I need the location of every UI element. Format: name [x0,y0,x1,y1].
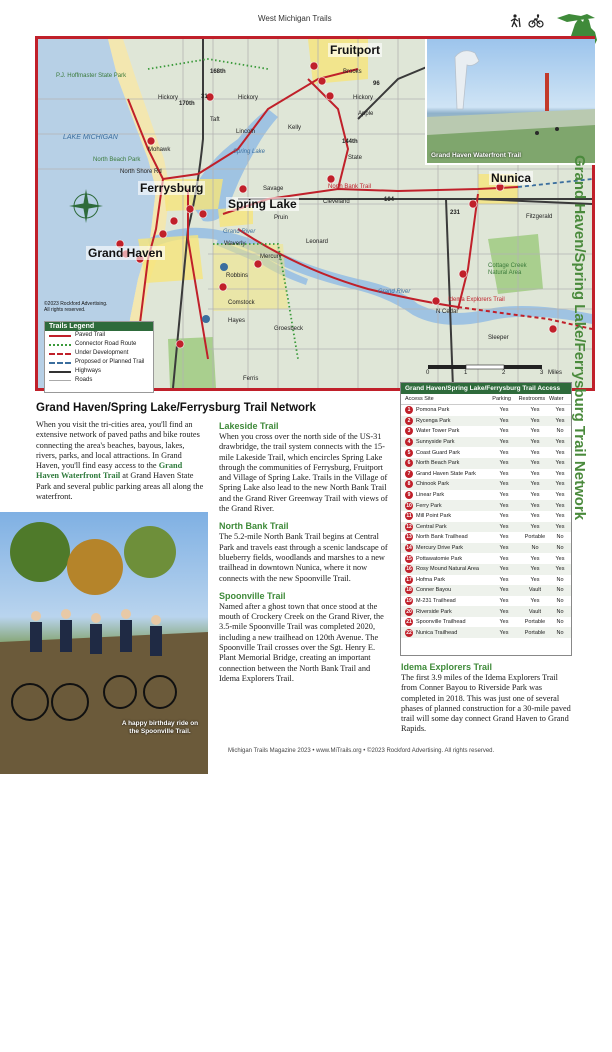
access-site-name: Water Tower Park [416,428,460,435]
scale-tick: 1 [464,370,468,376]
access-site-number: 8 [405,480,413,488]
access-restrooms: Yes [530,481,540,488]
map-label-robbins: Robbins [226,273,249,279]
map-label-spring-lake-water: Spring Lake [233,149,266,155]
access-site-name: North Bank Trailhead [416,534,468,541]
access-table-row [401,437,571,448]
access-site-name: Conner Bayou [416,587,452,594]
map-label-hickory-1: Hickory [158,95,179,101]
access-parking: Yes [499,492,509,499]
section-heading-idema: Idema Explorers Trail [401,662,493,672]
map-label-ferrysburg: Ferrysburg [140,181,204,195]
access-parking: Yes [499,460,509,467]
access-site-name: M-231 Trailhead [416,597,456,604]
map-label-brooks: Brooks [343,69,362,75]
access-parking: Yes [499,566,509,573]
section-text-north-bank: The 5.2-mile North Bank Trail begins at Central Park and travels east through a scenic landscape of blueberry fields, woodlands and marshes to a new trailhead in downtown Nunica, where it now connects with the new Spoonville Trail. [219,532,388,583]
access-parking: Yes [499,629,509,636]
legend-item: Paved Trail [45,331,153,340]
access-site-name: Sunnyside Park [416,439,455,446]
map-label-n-cedar: N Cedar [436,309,459,315]
map-label-grand-haven: Grand Haven [88,246,163,260]
access-water: Yes [555,555,565,562]
map-label-idema-trail: Idema Explorers Trail [448,297,505,303]
section-heading-spoonville: Spoonville Trail [219,590,286,601]
access-water: Yes [555,460,565,467]
access-parking: Yes [499,428,509,435]
map-label-apple: Apple [358,111,374,117]
scale-tick: 3 [540,370,544,376]
legend-item: Roads [45,376,153,385]
access-table-row [401,596,571,607]
access-site-number: 3 [405,427,413,435]
access-parking: Yes [499,502,509,509]
access-site-name: Hofma Park [416,576,446,583]
access-site-number: 14 [406,545,412,552]
map-label-m-231: 231 [450,210,461,216]
map-label-kelly: Kelly [288,125,302,131]
access-table-row [401,511,571,522]
access-restrooms: Vault [528,608,542,615]
access-restrooms: Portable [524,629,546,636]
access-water: Yes [555,407,565,414]
access-table-row [401,606,571,617]
map-label-hickory-2: Hickory [238,95,259,101]
access-table-row [401,469,571,480]
access-site-number: 7 [405,470,413,478]
access-restrooms: Yes [530,566,540,573]
access-table-row [401,543,571,554]
access-water: Yes [555,513,565,520]
legend-item: Proposed or Planned Trail [45,358,153,367]
access-site-number: 19 [406,597,412,604]
access-restrooms: Vault [528,587,542,594]
access-restrooms: Yes [530,449,540,456]
waterfront-photo [425,39,595,165]
map-label-nunica: Nunica [491,171,532,185]
access-table-header: Access Site Parking Restrooms Water [401,394,571,405]
access-table-row [401,575,571,586]
access-site-number: 15 [406,555,412,562]
access-site-number: 9 [405,491,413,499]
access-site-name: Rycenga Park [416,417,451,424]
map-label-savage: Savage [263,186,284,192]
access-water: No [556,629,564,636]
access-table-row [401,405,571,416]
access-water: Yes [555,481,565,488]
access-site-name: Pottawatomie Park [416,555,463,562]
access-water: Yes [555,439,565,446]
access-restrooms: Yes [530,502,540,509]
access-site-number: 13 [406,534,412,541]
page-header [0,10,612,34]
access-parking: Yes [499,545,509,552]
access-parking: Yes [499,576,509,583]
map-label-pruin: Pruin [274,215,289,221]
map-label-rd-144: 144th [342,139,358,145]
trail-access-table [400,382,572,656]
access-site-number: 10 [406,502,412,509]
section-heading-lakeside: Lakeside Trail [219,421,279,431]
map-label-north-beach: North Beach Park [93,157,141,163]
access-restrooms: Yes [530,439,540,446]
map-label-rd-170: 170th [179,101,195,107]
map-label-lake-michigan: LAKE MICHIGAN [63,134,118,141]
trails-legend [44,321,154,393]
trail-map [35,36,595,391]
map-label-us-31: 31 [201,94,208,100]
access-restrooms: Yes [530,460,540,467]
access-water: No [556,619,564,626]
legend-item: Connector Road Route [45,340,153,349]
map-label-i-96: 96 [373,81,380,87]
map-copyright: ©2023 Rockford Advertising. All rights reserved. [44,301,108,313]
scale-bar [426,360,566,382]
map-label-rd-168: 168th [210,69,226,75]
intro-paragraph: When you visit the tri-cities area, you'll find an extensive network of paved paths and bike routes connecting the area's beaches, bayous, lakes, rivers, parks, and local attractions. In Grand Haven, you'll find easy access to the Grand Haven Waterfront Trail at Grand Haven State Park and several public parking areas all along the waterfront. [36,420,204,502]
access-table-row [401,522,571,533]
running-title: West Michigan Trails [258,14,332,23]
access-water: Yes [555,523,565,530]
map-label-spring-lake: Spring Lake [228,197,297,211]
access-parking: Yes [499,417,509,424]
access-water: No [556,428,564,435]
access-restrooms: No [531,545,539,552]
access-site-number: 20 [406,608,412,615]
access-restrooms: Yes [530,513,540,520]
access-water: No [556,545,564,552]
cyclists-photo [0,512,208,1052]
access-restrooms: Yes [530,417,540,424]
access-table-row [401,426,571,437]
access-site-name: Linear Park [416,492,445,499]
map-label-state-park: P.J. Hoffmaster State Park [56,73,127,79]
access-site-name: Central Park [416,523,447,530]
access-parking: Yes [499,555,509,562]
waterfront-trail-link: Grand Haven Waterfront Trail [36,461,183,481]
access-parking: Yes [499,449,509,456]
access-water: Yes [555,417,565,424]
access-site-number: 18 [406,587,412,594]
map-label-grand-river-2: Grand River [378,289,411,295]
section-text-idema: The first 3.9 miles of the Idema Explorers Trail from Conner Bayou to Riverside Park was completed in 2018. This was just one of several phases of planned construction for a 30-mile paved trail will some day connect Grand Haven to Grand Rapids. [401,673,571,734]
map-label-rd-104: 104 [384,197,395,203]
access-site-name: North Beach Park [416,460,460,467]
access-table-title: Grand Haven/Spring Lake/Ferrysburg Trail Access [401,383,571,394]
access-site-name: Nunica Trailhead [416,629,458,636]
map-label-cottage-creek: Cottage Creek Natural Area [488,263,527,276]
map-label-hickory-3: Hickory [353,95,374,101]
map-label-ferris: Ferris [243,376,259,382]
access-water: Yes [555,492,565,499]
access-site-name: Spoonville Trailhead [416,619,466,626]
map-label-lincoln: Lincoln [236,129,256,135]
access-table-row [401,617,571,628]
waterfront-photo-caption: Grand Haven Waterfront Trail [431,152,522,159]
access-site-number: 5 [405,449,413,457]
legend-title: Trails Legend [45,322,153,331]
article-column-3 [401,662,573,735]
section-text-spoonville: Named after a ghost town that once stood at the mouth of Crockery Creek on the Grand River, the 3.5-mile Spoonville Trail was completed 2020, including a new trailhead on 120th Avenue. The Spoonville Trail crosses over the Sgt. Henry E. Plant Memorial Bridge, creating an important connection between the North Bank Trail and Idema Explorers Trail. [219,601,384,683]
access-site-name: Chinook Park [416,481,450,488]
access-site-name: Mercury Drive Park [416,545,464,552]
access-water: Yes [555,502,565,509]
access-site-name: Rosy Mound Natural Area [416,566,479,573]
map-label-fitzgerald: Fitzgerald [526,214,553,220]
access-table-row [401,416,571,427]
access-site-number: 4 [405,438,413,446]
access-water: Yes [555,566,565,573]
access-site-name: Riverside Park [416,608,452,615]
legend-item: Under Development [45,349,153,358]
section-text-lakeside: When you cross over the north side of the US-31 drawbridge, the trail system connects with the 15-mile Lakeside Trail, which encircles Spring Lake through the communities of Ferrysburg, Fruitport and Village of Spring Lake. Trails in the Village of Spring Lake also lead to the new North Bank Trail and the Grand River Greenway Trail with views of the Grand River. [219,432,388,514]
scale-tick: 0 [426,370,430,376]
access-water: No [556,597,564,604]
access-table-row [401,553,571,564]
access-restrooms: Yes [530,523,540,530]
cyclists-photo-caption: A happy birthday ride on the Spoonville Trail. [121,720,199,735]
map-label-north-bank-trail: North Bank Trail [328,184,372,190]
section-heading-north-bank: North Bank Trail [219,521,289,532]
page-footer: Michigan Trails Magazine 2023 • www.MiTrails.org • ©2023 Rockford Advertising. All rights reserved. [228,748,495,754]
access-parking: Yes [499,608,509,615]
map-label-hayes: Hayes [228,318,246,324]
access-parking: Yes [499,470,509,477]
map-label-fruitport: Fruitport [330,43,380,57]
access-table-row [401,585,571,596]
access-site-number: 1 [405,406,413,414]
map-label-mohawk: Mohawk [148,147,171,153]
access-site-number: 22 [406,629,412,636]
access-restrooms: Yes [530,470,540,477]
access-water: Yes [555,470,565,477]
access-table-row [401,532,571,543]
legend-item: Highways [45,367,153,376]
access-water: No [556,534,564,541]
hiker-icon [508,14,522,28]
access-parking: Yes [499,597,509,604]
access-restrooms: Yes [530,428,540,435]
map-label-cleveland: Cleveland [323,199,350,205]
access-parking: Yes [499,619,509,626]
access-site-number: 17 [406,576,412,583]
access-restrooms: Yes [530,597,540,604]
access-table-row [401,479,571,490]
article-title: Grand Haven/Spring Lake/Ferrysburg Trail Network [36,402,316,414]
access-restrooms: Portable [524,534,546,541]
access-parking: Yes [499,481,509,488]
access-restrooms: Portable [524,619,546,626]
scale-tick: 2 [502,370,506,376]
access-site-number: 6 [405,459,413,467]
access-site-name: Mill Point Park [416,513,452,520]
access-parking: Yes [499,534,509,541]
access-restrooms: Yes [530,576,540,583]
map-label-waverly: Waverly [224,241,246,247]
photo-credit: Photo by Vladimir Shulenco [192,984,198,1052]
map-label-leonard: Leonard [306,239,329,245]
access-parking: Yes [499,587,509,594]
access-table-row [401,564,571,575]
access-site-number: 16 [406,566,412,573]
access-restrooms: Yes [530,492,540,499]
access-parking: Yes [499,407,509,414]
access-site-name: Coast Guard Park [416,449,461,456]
access-water: No [556,576,564,583]
map-label-sleeper: Sleeper [488,335,509,341]
map-label-grand-river-1: Grand River [223,229,256,235]
bicycle-icon [528,14,544,28]
access-site-name: Grand Haven State Park [416,470,476,477]
access-water: No [556,587,564,594]
access-table-row [401,458,571,469]
access-site-number: 12 [406,523,412,530]
access-water: No [556,608,564,615]
map-label-taft: Taft [210,117,220,123]
access-table-row [401,627,571,638]
access-restrooms: Yes [530,555,540,562]
access-table-row [401,500,571,511]
map-label-mercury: Mercury [260,254,282,260]
scale-unit: Miles [548,370,563,376]
access-site-number: 2 [405,417,413,425]
map-label-comstock: Comstock [228,300,255,306]
access-table-row [401,490,571,501]
access-table-row [401,447,571,458]
access-restrooms: Yes [530,407,540,414]
waterfront-photo-art [427,39,595,163]
map-label-north-shore-rd: North Shore Rd [120,169,162,175]
article-column-2 [219,421,389,691]
access-site-name: Pomona Park [416,407,450,414]
map-label-state: State [348,155,363,161]
access-site-name: Ferry Park [416,502,442,509]
map-label-groesbeck: Groesbeck [274,326,304,332]
access-site-number: 11 [406,513,412,520]
access-parking: Yes [499,439,509,446]
vertical-section-title: Grand Haven/Spring Lake/Ferrysburg Trail Network [571,155,588,521]
access-parking: Yes [499,523,509,530]
access-site-number: 21 [406,619,412,626]
access-parking: Yes [499,513,509,520]
access-water: Yes [555,449,565,456]
